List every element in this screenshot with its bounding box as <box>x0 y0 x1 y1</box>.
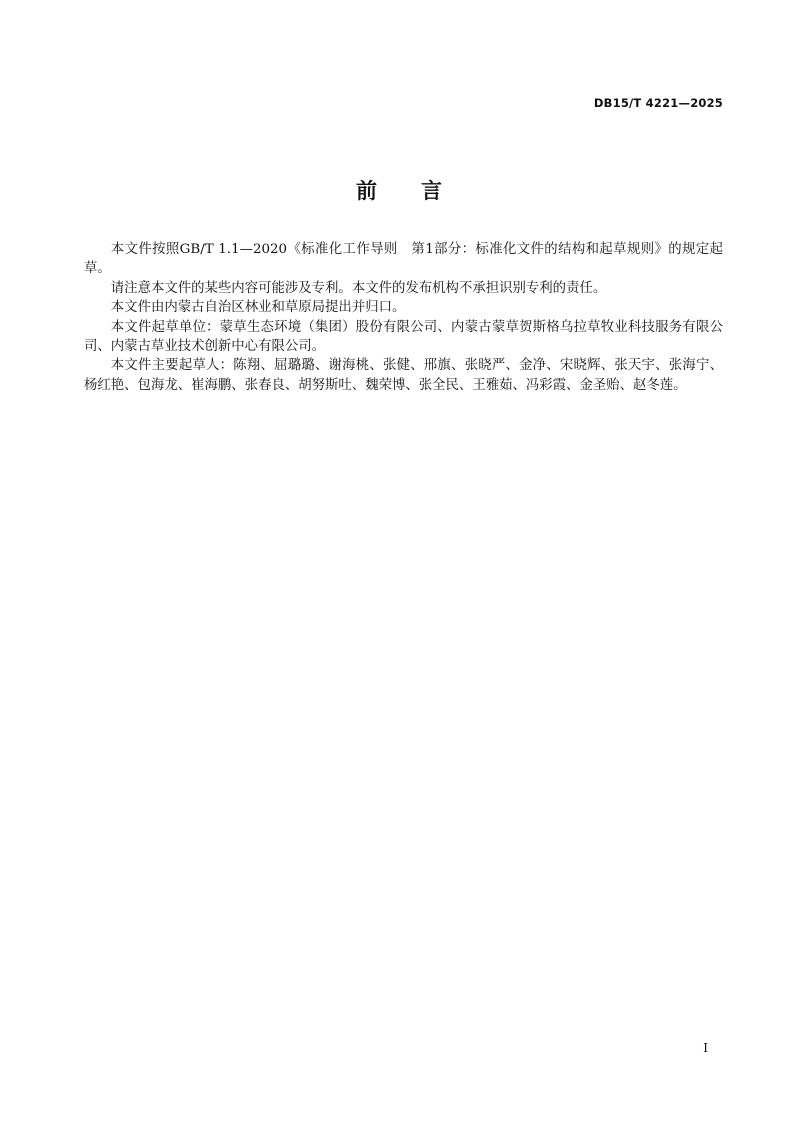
title-char-first: 前 <box>356 179 379 203</box>
title-char-second: 言 <box>421 179 444 203</box>
paragraph-drafting-rules: 本文件按照GB/T 1.1—2020《标准化工作导则 第1部分：标准化文件的结构和起草规则》的规定起草。 <box>84 242 723 277</box>
document-code: DB15/T 4221—2025 <box>593 96 723 110</box>
paragraph-drafters: 本文件主要起草人：陈翔、屈璐璐、谢海桃、张健、邢旗、张晓严、金净、宋晓辉、张天宇、张海宁、杨红艳、包海龙、崔海鹏、张春良、胡努斯吐、魏荣博、张全民、王雅茹、冯彩霞、金圣贻、赵冬莲。 <box>84 358 723 393</box>
paragraph-drafting-units: 本文件起草单位：蒙草生态环境（集团）股份有限公司、内蒙古蒙草贺斯格乌拉草牧业科技服务有限公司、内蒙古草业技术创新中心有限公司。 <box>84 319 723 355</box>
paragraph-proposer: 本文件由内蒙古自治区林业和草原局提出并归口。 <box>110 300 406 316</box>
page-number: I <box>703 1041 708 1055</box>
page-title <box>0 175 800 205</box>
paragraph-patent-notice: 请注意本文件的某些内容可能涉及专利。本文件的发布机构不承担识别专利的责任。 <box>110 280 607 296</box>
foreword-body <box>84 240 723 395</box>
